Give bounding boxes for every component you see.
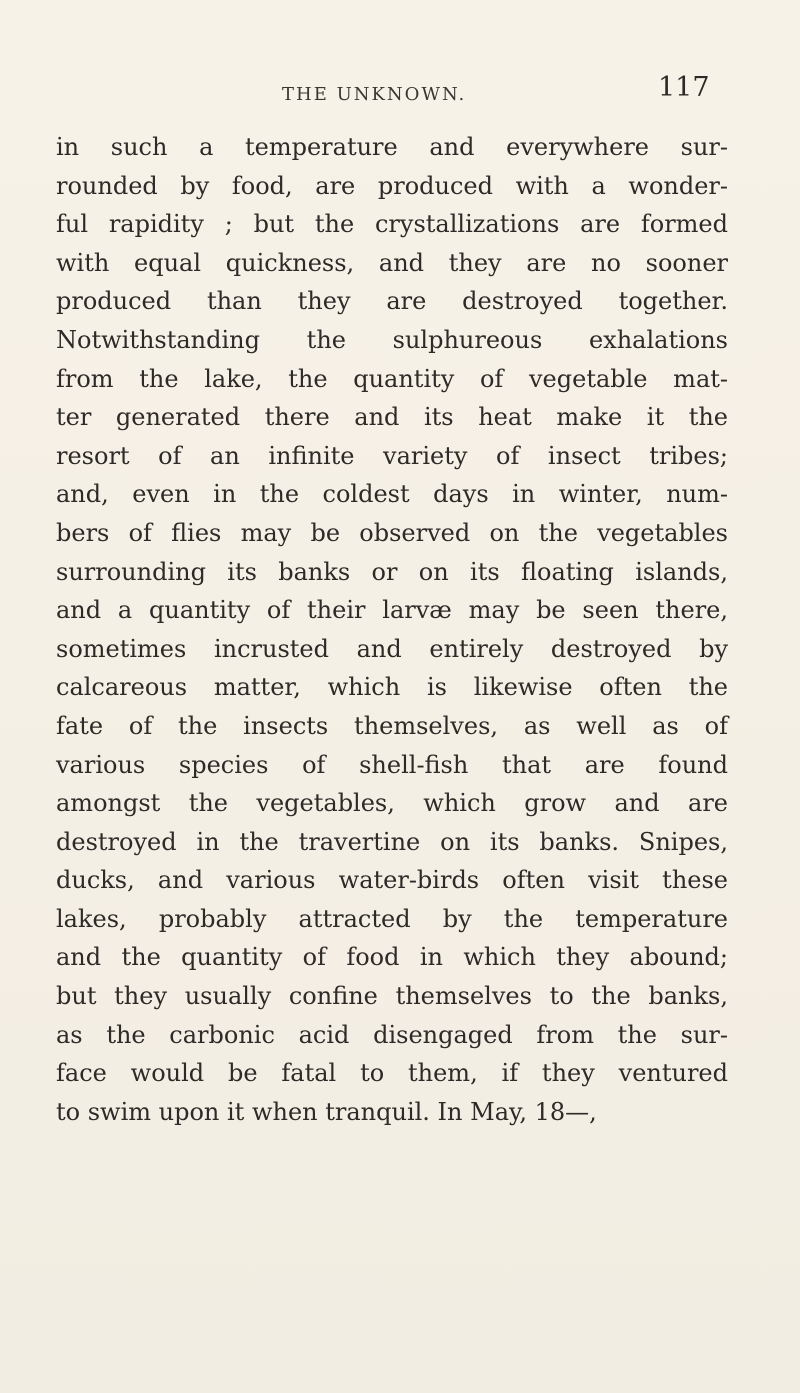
text-line: but they usually confine themselves to the banks, — [56, 982, 728, 1011]
body-text — [56, 128, 728, 1131]
running-head: THE UNKNOWN. — [282, 84, 467, 105]
text-line: calcareous matter, which is likewise often the — [56, 673, 728, 702]
text-line: ter generated there and its heat make it the — [56, 403, 728, 432]
text-line: destroyed in the travertine on its banks. Snipes, — [56, 827, 728, 856]
text-line: amongst the vegetables, which grow and are — [56, 789, 728, 818]
text-line: various species of shell-fish that are found — [56, 750, 728, 779]
text-line: and, even in the coldest days in winter, num- — [56, 480, 728, 509]
page-number: 117 — [658, 72, 710, 103]
text-line: in such a temperature and everywhere sur- — [56, 133, 728, 161]
text-line: fate of the insects themselves, as well as of — [56, 711, 728, 740]
text-line: surrounding its banks or on its floating islands, — [56, 557, 728, 586]
text-line: Notwithstanding the sulphureous exhalations — [56, 325, 728, 354]
text-line: produced than they are destroyed together. — [56, 287, 728, 316]
text-line: lakes, probably attracted by the temperature — [56, 904, 728, 933]
text-line: and a quantity of their larvæ may be seen there, — [56, 596, 728, 625]
text-line: rounded by food, are produced with a wonder- — [56, 171, 728, 200]
text-line: to swim upon it when tranquil. In May, 18—, — [56, 1097, 597, 1126]
text-line: sometimes incrusted and entirely destroyed by — [56, 634, 728, 663]
text-line: bers of flies may be observed on the vegetables — [56, 518, 728, 547]
text-line: ful rapidity ; but the crystallizations are formed — [56, 210, 728, 239]
text-line: from the lake, the quantity of vegetable mat- — [56, 364, 728, 393]
text-line: resort of an infinite variety of insect tribes; — [56, 441, 728, 470]
text-line: ducks, and various water-birds often visit these — [56, 866, 728, 895]
text-line: with equal quickness, and they are no sooner — [56, 248, 728, 277]
text-line: face would be fatal to them, if they ventured — [56, 1059, 728, 1088]
text-line: and the quantity of food in which they abound; — [56, 943, 728, 972]
text-line: as the carbonic acid disengaged from the sur- — [56, 1020, 728, 1049]
